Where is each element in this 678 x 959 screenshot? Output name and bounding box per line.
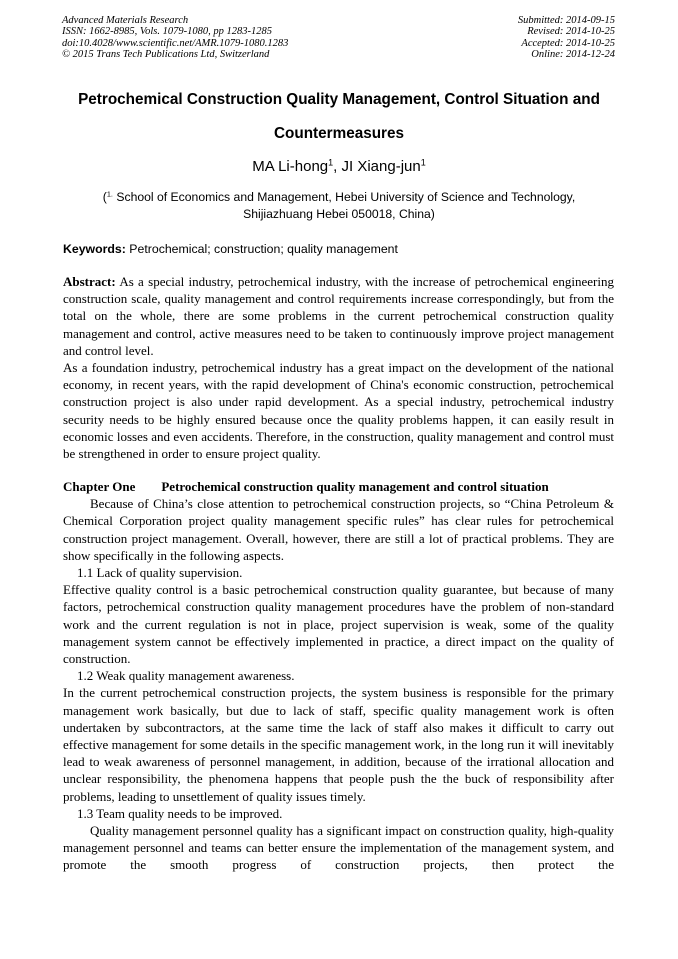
chapter-one [63,478,614,874]
author-2: JI Xiang-jun [341,158,421,175]
author-1: MA Li-hong [252,158,329,175]
journal-name: Advanced Materials Research [62,15,189,26]
paper-title-line-2: Countermeasures [273,125,405,142]
abstract-label: Abstract: [63,274,116,289]
online-date: Online: 2014-12-24 [531,49,615,61]
accepted-date: Accepted: 2014-10-25 [521,37,615,49]
section-1-2-paragraph: In the current petrochemical construction projects, the system business is responsible for the primary management work basically, but due to lack of staff, specific quality management work is often undertaken by subcontractors, at the same time the lack of staff also makes it difficult to carry out effective management for some details in the specific management work, in the long run it will inevitably lead to weak awareness of personnel management, in addition, because of the irrational allocation and unclear responsibility, the phenomena happens that people push the the buck of responsibility after problems, leading to unsettlement of quality issues timely. [63,685,614,804]
paper-title-line-1: Petrochemical Construction Quality Management, Control Situation and [78,91,600,108]
affiliation-line-2: Shijiazhuang Hebei 050018, China) [243,207,435,221]
chapter-heading: Chapter One Petrochemical construction quality management and control situation [63,479,549,494]
abstract-block [63,273,614,462]
abstract-paragraph: Abstract: As a special industry, petrochemical industry, with the increase of petrochemical engineering construction scale, quality management and control requirements increase correspondingly, but from the total on the whole, there are some problems in the current petrochemical construction quality management and control, active measures need to be taken to continuously improve project management and control level. [63,274,614,358]
copyright-line: © 2015 Trans Tech Publications Ltd, Switzerland [62,49,270,61]
author-2-affil-mark: 1 [420,157,426,168]
section-1-1-paragraph: Effective quality control is a basic petrochemical construction quality guarantee, but because of many factors, petrochemical construction quality management procedures have the problem of non-standard work and the current regulation is not in place, project supervision is weak, some of the quality management system cannot be effectively implemented in practice, a direct impact on the quality of construction. [63,582,614,667]
affiliation-line-1: ($^{1.}$ School of Economics and Management, Hebei University of Science and Technology, [102,189,576,204]
section-1-3-heading: 1.3 Team quality needs to be improved. [77,805,283,821]
keywords-text: Petrochemical; construction; quality management [129,242,398,256]
keywords-label: Keywords: [63,242,126,256]
doi-line: doi:10.4028/www.scientific.net/AMR.1079-1080.1283 [62,37,289,49]
section-1-2-heading: 1.2 Weak quality management awareness. [77,668,295,684]
dates-info [518,15,615,61]
journal-info [62,15,288,61]
author-list: MA Li-hong$^1$, JI Xiang-jun$^1$ [252,157,426,175]
keywords [63,242,398,256]
author-1-affil-mark: 1 [328,157,334,168]
section-1-3-paragraph: Quality management personnel quality has a significant impact on construction quality, high-quality management personnel and teams can better ensure the implementation of the management system, and promote the smooth progress of construction projects, then protect the [63,823,614,873]
affil-marker: 1. [106,189,113,199]
revised-date: Revised: 2014-10-25 [527,26,615,38]
intro-paragraph: As a foundation industry, petrochemical industry has a great impact on the development of the national economy, in recent years, with the rapid development of China's economic construction, petrochemical construction project is also under rapid development. As a special industry, petrochemical industry security needs to be highly ensured because once the quality problems happen, it can easily result in economic losses and even accidents. Therefore, in the construction, quality management and control must be strengthened in order to ensure project quality. [63,360,614,462]
section-1-1-heading: 1.1 Lack of quality supervision. [77,565,243,581]
issn-line: ISSN: 1662-8985, Vols. 1079-1080, pp 1283-1285 [62,26,272,38]
chapter-intro-paragraph: Because of China’s close attention to petrochemical construction projects, so “China Petroleum & Chemical Corporation project quality management specific rules” has clear rules for petrochemical construction project management. Overall, however, there are still a lot of practical problems. They are show specifically in the following aspects. [63,496,614,563]
submitted-date: Submitted: 2014-09-15 [517,15,615,26]
